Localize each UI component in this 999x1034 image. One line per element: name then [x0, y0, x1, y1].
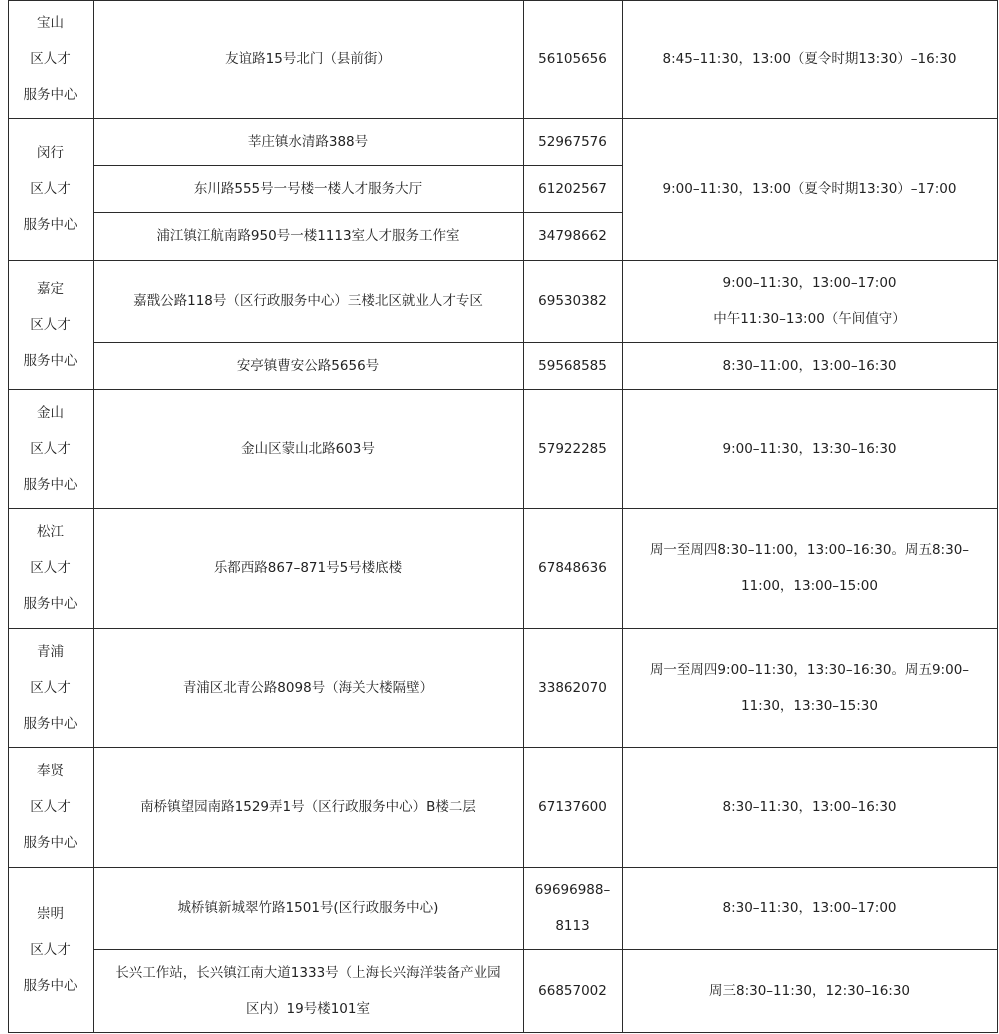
column-divider-1 [93, 0, 94, 1033]
phone-cell: 61202567 [538, 180, 607, 197]
phone-cell: 67848636 [538, 560, 607, 576]
district-name: 青浦 区人才 服务中心 [23, 643, 78, 732]
hours-cell: 周三8:30–11:30，12:30–16:30 [708, 982, 911, 999]
district-name: 嘉定 区人才 服务中心 [23, 280, 78, 369]
district-name: 崇明 区人才 服务中心 [23, 905, 78, 994]
district-name: 奉贤 区人才 服务中心 [23, 763, 78, 851]
phone-cell: 59568585 [538, 357, 607, 374]
phone-cell: 66857002 [538, 982, 607, 999]
address-cell: 友谊路15号北门（县前街） [225, 51, 391, 67]
district-name: 松江 区人才 服务中心 [23, 524, 78, 612]
phone-cell: 34798662 [538, 228, 607, 244]
hours-cell: 8:30–11:30，13:00–16:30 [722, 799, 897, 815]
address-cell: 长兴工作站，长兴镇江南大道1333号（上海长兴海洋装备产业园 区内）19号楼101室 [115, 964, 501, 1017]
phone-cell: 69530382 [538, 293, 607, 309]
phone-cell: 69696988– 8113 [534, 882, 611, 934]
phone-cell: 56105656 [538, 51, 607, 67]
column-divider-4 [997, 0, 998, 1033]
sub-row-divider [93, 342, 997, 343]
sub-row-divider [93, 212, 622, 213]
address-cell: 安亭镇曹安公路5656号 [236, 357, 380, 374]
phone-cell: 67137600 [538, 799, 607, 815]
phone-cell: 52967576 [538, 133, 607, 150]
column-divider-2 [523, 0, 524, 1033]
sub-row-divider [93, 949, 997, 950]
row-divider [8, 260, 997, 261]
row-divider [8, 118, 997, 119]
address-cell: 莘庄镇水清路388号 [247, 133, 369, 150]
hours-cell: 8:45–11:30，13:00（夏令时期13:30）–16:30 [662, 51, 957, 67]
address-cell: 城桥镇新城翠竹路1501号(区行政服务中心) [177, 900, 439, 916]
address-cell: 金山区蒙山北路603号 [241, 440, 375, 457]
column-divider-3 [622, 0, 623, 1033]
row-divider [8, 389, 997, 390]
hours-cell: 9:00–11:30，13:00–17:00 中午11:30–13:00（午间值守） [713, 275, 906, 327]
hours-cell: 周一至周四9:00–11:30，13:30–16:30。周五9:00– 11:30，13:30–15:30 [649, 661, 970, 714]
address-cell: 南桥镇望园南路1529弄1号（区行政服务中心）B楼二层 [140, 799, 476, 815]
district-name: 金山 区人才 服务中心 [23, 404, 78, 493]
hours-cell: 8:30–11:30，13:00–17:00 [722, 900, 897, 916]
district-name: 闵行 区人才 服务中心 [23, 145, 78, 233]
phone-cell: 33862070 [538, 679, 607, 696]
row-divider [8, 0, 997, 1]
hours-cell: 9:00–11:30，13:00（夏令时期13:30）–17:00 [662, 181, 957, 197]
column-divider-0 [8, 0, 9, 1033]
hours-cell: 9:00–11:30，13:30–16:30 [722, 440, 897, 457]
row-divider [8, 747, 997, 748]
hours-cell: 8:30–11:00，13:00–16:30 [722, 357, 897, 374]
sub-row-divider [93, 165, 622, 166]
address-cell: 青浦区北青公路8098号（海关大楼隔壁） [182, 679, 434, 696]
table-bottom-border [8, 1032, 998, 1033]
address-cell: 东川路555号一号楼一楼人才服务大厅 [193, 180, 423, 197]
district-name: 宝山 区人才 服务中心 [23, 15, 78, 103]
phone-cell: 57922285 [538, 440, 607, 457]
address-cell: 乐都西路867–871号5号楼底楼 [213, 560, 403, 576]
hours-cell: 周一至周四8:30–11:00，13:00–16:30。周五8:30– 11:00，13:00–15:00 [649, 542, 970, 594]
row-divider [8, 867, 997, 868]
row-divider [8, 508, 997, 509]
row-divider [8, 628, 997, 629]
address-cell: 浦江镇江航南路950号一楼1113室人才服务工作室 [156, 228, 460, 244]
address-cell: 嘉戬公路118号（区行政服务中心）三楼北区就业人才专区 [133, 293, 483, 309]
